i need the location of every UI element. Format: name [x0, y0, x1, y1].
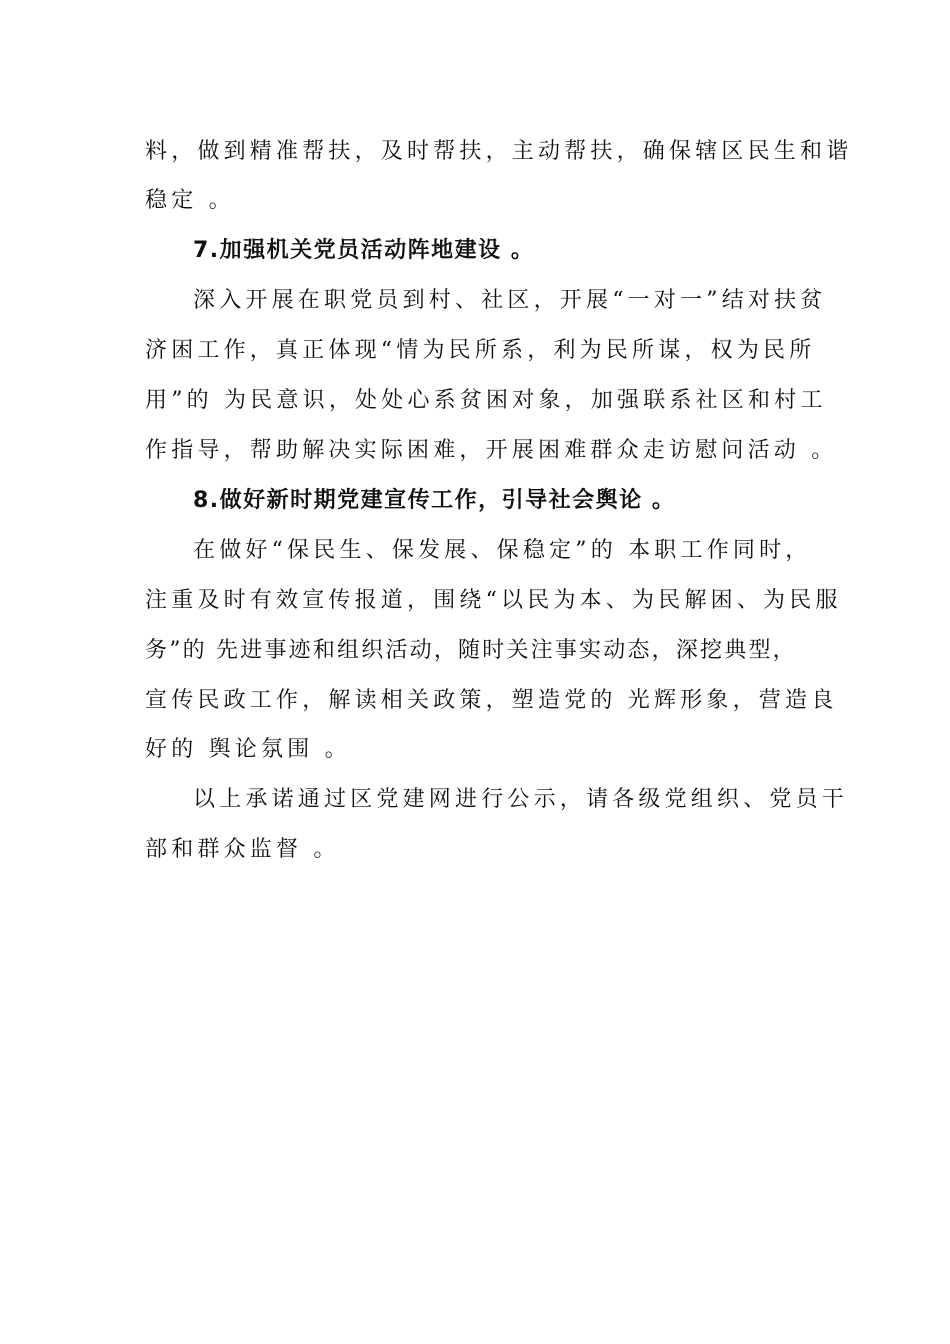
paragraph-line: 务”的 先进事迹和组织活动，随时关注事实动态，深挖典型， [145, 638, 797, 663]
paragraph-line: 注重及时有效宣传报道，围绕“以民为本、为民解困、为民服 [145, 588, 842, 613]
paragraph-line: 济困工作，真正体现“情为民所系，利为民所谋，权为民所 [145, 338, 816, 363]
section-heading-7: 7.加强机关党员活动阵地建设 。 [193, 238, 535, 263]
paragraph-line: 好的 舆论氛围 。 [145, 737, 351, 762]
paragraph-line: 作指导，帮助解决实际困难，开展困难群众走访慰问活动 。 [145, 438, 838, 463]
paragraph-line: 深入开展在职党员到村、社区，开展“一对一”结对扶贫 [193, 288, 827, 313]
paragraph-line: 料，做到精准帮扶，及时帮扶，主动帮扶，确保辖区民生和谐 [145, 139, 853, 164]
paragraph-line: 用”的 为民意识，处处心系贫困对象，加强联系社区和村工 [145, 388, 827, 413]
paragraph-line: 稳定 。 [145, 188, 235, 213]
closing-line: 部和群众监督 。 [145, 837, 340, 862]
paragraph-line: 宣传民政工作，解读相关政策，塑造党的 光辉形象，营造良 [145, 688, 838, 713]
paragraph-line: 在做好“保民生、保发展、保稳定”的 本职工作同时， [193, 538, 812, 563]
closing-line: 以上承诺通过区党建网进行公示，请各级党组织、党员干 [193, 787, 849, 812]
section-heading-8: 8.做好新时期党建宣传工作，引导社会舆论 。 [193, 488, 676, 513]
